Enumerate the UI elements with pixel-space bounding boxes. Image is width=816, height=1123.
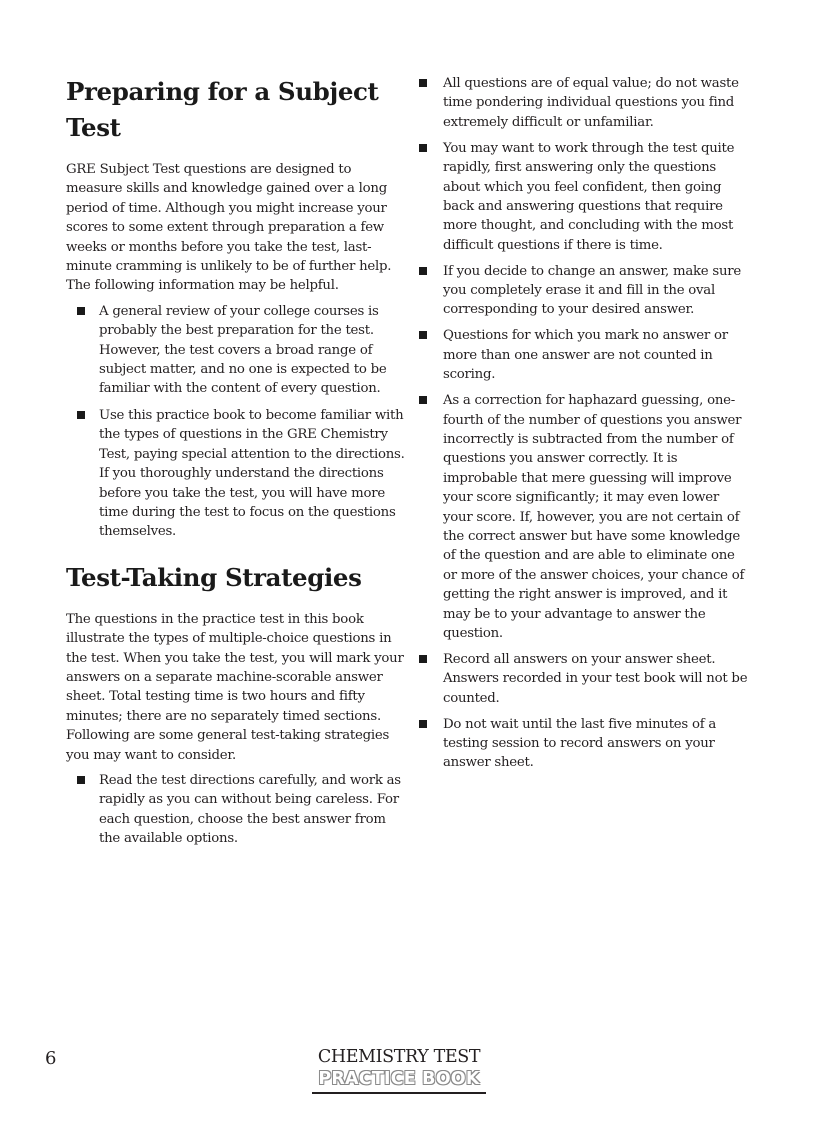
list-item (76, 771, 406, 849)
square-bullet-icon (419, 655, 427, 663)
strategies-intro-paragraph: The questions in the practice test in this book illustrate the types of multiple-choice questions in the test. When you take the test, you will mark your answers on a separate machine-scorable answer sheet. Total testing time is two hours and fifty minutes; there are no separately timed sections. Following are some general test-taking strategies you may want to consider. (66, 611, 404, 763)
list-item-text: A general review of your college courses is probably the best preparation for the test. However, the test covers a broad range of subject matter, and no one is expected to be familiar with the content of every question. (99, 303, 387, 397)
list-item (418, 262, 752, 320)
left-column (66, 74, 406, 856)
list-item-text: All questions are of equal value; do not waste time pondering individual questions you find extremely difficult or unfamiliar. (443, 76, 739, 130)
square-bullet-icon (419, 144, 427, 152)
footer-rule (312, 1092, 486, 1094)
list-item-text: Do not wait until the last five minutes of a testing session to record answers on your answer sheet. (443, 716, 717, 771)
footer-logo (312, 1046, 486, 1094)
square-bullet-icon (419, 79, 427, 87)
list-item (418, 74, 752, 132)
square-bullet-icon (419, 331, 427, 339)
right-column (418, 74, 752, 779)
list-item-text: If you decide to change an answer, make sure you completely erase it and fill in the oval corresponding to your desired answer. (443, 263, 742, 318)
preparing-intro-paragraph: GRE Subject Test questions are designed to measure skills and knowledge gained over a long period of time. Although you might increase your scores to some extent through preparation a few weeks or months before you take the test, last-minute cramming is unlikely to be of further help. The following information may be helpful. (66, 162, 392, 294)
square-bullet-icon (77, 411, 85, 419)
square-bullet-icon (419, 267, 427, 275)
list-item (418, 715, 752, 773)
list-item (418, 326, 752, 384)
square-bullet-icon (77, 307, 85, 315)
section-heading-preparing: Preparing for a Subject Test (66, 77, 379, 142)
list-item-text: You may want to work through the test quite rapidly, first answering only the questions about which you feel confident, then going back and answering questions that require more thought, and concluding with the most difficult questions if there is time. (443, 140, 735, 253)
list-item-text: Use this practice book to become familiar with the types of questions in the GRE Chemistry Test, paying special attention to the directions. If you thoroughly understand the directions before you take the test, you will have more time during the test to focus on the questions themselves. (99, 407, 405, 540)
square-bullet-icon (77, 776, 85, 784)
footer-subtitle: PRACTICE BOOK (318, 1069, 480, 1089)
list-item (418, 139, 752, 255)
strategies-bullet-list-continued (418, 74, 752, 773)
list-item (418, 650, 752, 708)
square-bullet-icon (419, 720, 427, 728)
list-item-text: Read the test directions carefully, and work as rapidly as you can without being careless. For each question, choose the best answer from the available options. (99, 772, 401, 847)
footer-title: CHEMISTRY TEST (317, 1047, 481, 1067)
section-heading-strategies: Test-Taking Strategies (66, 562, 362, 592)
list-item (418, 391, 752, 643)
list-item-text: Record all answers on your answer sheet. Answers recorded in your test book will not be counted. (443, 651, 748, 706)
preparing-bullet-list (66, 302, 406, 542)
list-item (76, 406, 406, 542)
list-item-text: As a correction for haphazard guessing, one-fourth of the number of questions you answer incorrectly is subtracted from the number of questions you answer correctly. It is improbable that mere guessing will improve your score significantly; it may even lower your score. If, however, you are not certain of the correct answer but have some knowledge of the question and are able to eliminate one or more of the answer choices, your chance of getting the right answer is improved, and it may be to your advantage to answer the question. (443, 393, 745, 641)
list-item-text: Questions for which you mark no answer or more than one answer are not counted in scoring. (443, 328, 728, 383)
list-item (76, 302, 406, 399)
strategies-bullet-list (66, 771, 406, 849)
page-number: 6 (45, 1048, 57, 1069)
square-bullet-icon (419, 396, 427, 404)
